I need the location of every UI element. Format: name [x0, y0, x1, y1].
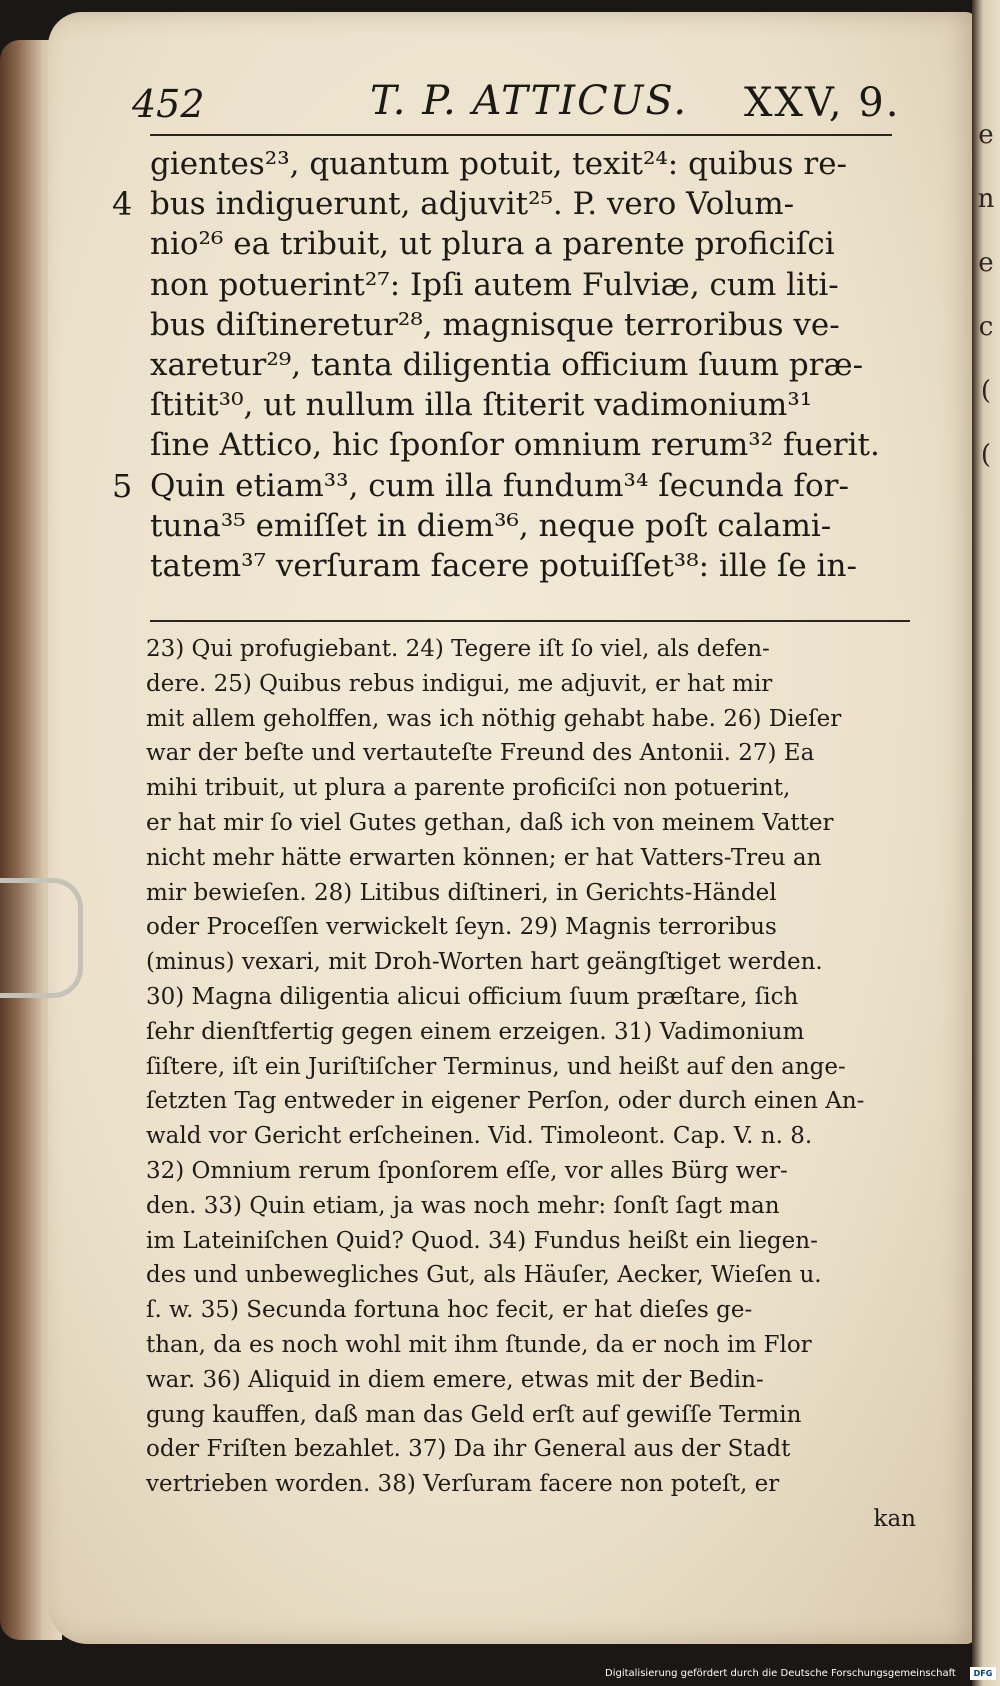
footnote-line: 23) Qui profugiebant. 24) Tegere iſt ſo viel, als defen-	[146, 636, 770, 662]
text-line: ſtitit³⁰, ut nullum illa ſtiterit vadimonium³¹	[150, 387, 813, 424]
footnote-line: kan	[873, 1505, 916, 1532]
footnote-line: den. 33) Quin etiam, ja was noch mehr: ſonſt ſagt man	[146, 1192, 780, 1219]
adjacent-page-letters	[976, 120, 996, 470]
dfg-logo: DFG	[970, 1667, 996, 1680]
text-line: bus indiguerunt, adjuvit²⁵. P. vero Volum-	[150, 186, 795, 223]
footnote-line: vertrieben worden. 38) Verſuram facere non poteſt, er	[146, 1471, 780, 1498]
text-line: ſine Attico, hic ſponſor omnium rerum³² fuerit.	[150, 427, 880, 464]
footnote-line: oder Friſten bezahlet. 37) Da ihr General aus der Stadt	[146, 1436, 791, 1463]
footnote-line: war. 36) Aliquid in diem emere, etwas mit der Bedin-	[146, 1366, 764, 1393]
paragraph-number: 5	[112, 467, 133, 505]
running-title: T. P. ATTICUS.	[370, 78, 689, 124]
text-line: bus diſtineretur²⁸, magnisque terroribus ve-	[150, 306, 840, 343]
footnote-line: im Lateiniſchen Quid? Quod. 34) Fundus heißt ein liegen-	[146, 1227, 818, 1254]
footnote-line: ſehr dienſtfertig gegen einem erzeigen. 31) Vadimonium	[146, 1018, 805, 1045]
adjacent-letter: (	[980, 376, 992, 406]
adjacent-letter: (	[980, 440, 992, 470]
footnote-line: nicht mehr hätte erwarten können; er hat Vatters-Treu an	[146, 844, 822, 871]
text-line: nio²⁶ ea tribuit, ut plura a parente proficiſci	[150, 226, 835, 263]
text-line: xaretur²⁹, tanta diligentia officium ſuum præ-	[150, 347, 864, 384]
footnote-line: (minus) vexari, mit Droh-Worten hart geängſtiget werden.	[146, 949, 823, 976]
paper-clip-icon	[0, 878, 83, 998]
text-line: non potuerint²⁷: Ipſi autem Fulviæ, cum liti-	[150, 266, 839, 303]
footnote-line: wald vor Gericht erſcheinen. Vid. Timoleont. Cap. V. n. 8.	[146, 1123, 813, 1150]
adjacent-letter: n	[977, 184, 995, 214]
footnote-line: war der beſte und vertauteſte Freund des Antonii. 27) Ea	[146, 740, 815, 767]
footnote-line: mir bewieſen. 28) Litibus diſtineri, in Gerichts-Händel	[146, 879, 777, 906]
footnote-line: er hat mir ſo viel Gutes gethan, daß ich von meinem Vatter	[146, 809, 834, 836]
footnote-line: dere. 25) Quibus rebus indigui, me adjuvit, er hat mir	[146, 670, 773, 697]
section-reference: XXV, 9.	[744, 80, 901, 126]
text-line: tatem³⁷ verſuram facere potuiſſet³⁸: ille ſe in-	[150, 548, 857, 585]
paragraph-number: 4	[112, 185, 133, 223]
main-text	[150, 144, 920, 586]
text-line: tuna³⁵ emiſſet in diem³⁶, neque poſt calami-	[150, 507, 832, 544]
digitization-credit: Digitalisierung gefördert durch die Deutsche Forschungsgemeinschaft	[605, 1668, 956, 1679]
footnote-line: mihi tribuit, ut plura a parente proficiſci non potuerint,	[146, 775, 791, 802]
footnote-line: ſ. w. 35) Secunda fortuna hoc fecit, er hat dieſes ge-	[146, 1297, 753, 1324]
adjacent-letter: c	[978, 312, 994, 342]
text-line: gientes²³, quantum potuit, texit²⁴: quibus re-	[150, 146, 848, 182]
page-header	[122, 68, 902, 128]
footnote-line: des und unbewegliches Gut, als Häuſer, Aecker, Wieſen u.	[146, 1262, 822, 1289]
footnotes	[146, 632, 926, 1537]
header-rule	[150, 134, 892, 136]
footnote-line: than, da es noch wohl mit ihm ſtunde, da er noch im Flor	[146, 1331, 812, 1358]
footnote-line: oder Proceſſen verwickelt ſeyn. 29) Magnis terroribus	[146, 914, 777, 941]
page-number: 452	[132, 82, 205, 126]
footnote-rule	[150, 620, 910, 622]
footnote-line: ſetzten Tag entweder in eigener Perſon, oder durch einen An-	[146, 1088, 865, 1115]
adjacent-letter: e	[978, 120, 994, 150]
footnote-line: ſiſtere, iſt ein Juriſtiſcher Terminus, und heißt auf den ange-	[146, 1053, 846, 1080]
text-line: Quin etiam³³, cum illa fundum³⁴ ſecunda for-	[150, 467, 849, 504]
footnote-line: 32) Omnium rerum ſponſorem eſſe, vor alles Bürg wer-	[146, 1157, 788, 1184]
footnote-line: gung kauffen, daß man das Geld erſt auf gewiſſe Termin	[146, 1401, 802, 1428]
adjacent-page-strip	[972, 0, 1000, 1686]
footnote-line: 30) Magna diligentia alicui officium ſuum præſtare, ſich	[146, 983, 799, 1010]
adjacent-letter: e	[978, 248, 994, 278]
footnote-line: mit allem geholffen, was ich nöthig gehabt habe. 26) Dieſer	[146, 705, 842, 732]
